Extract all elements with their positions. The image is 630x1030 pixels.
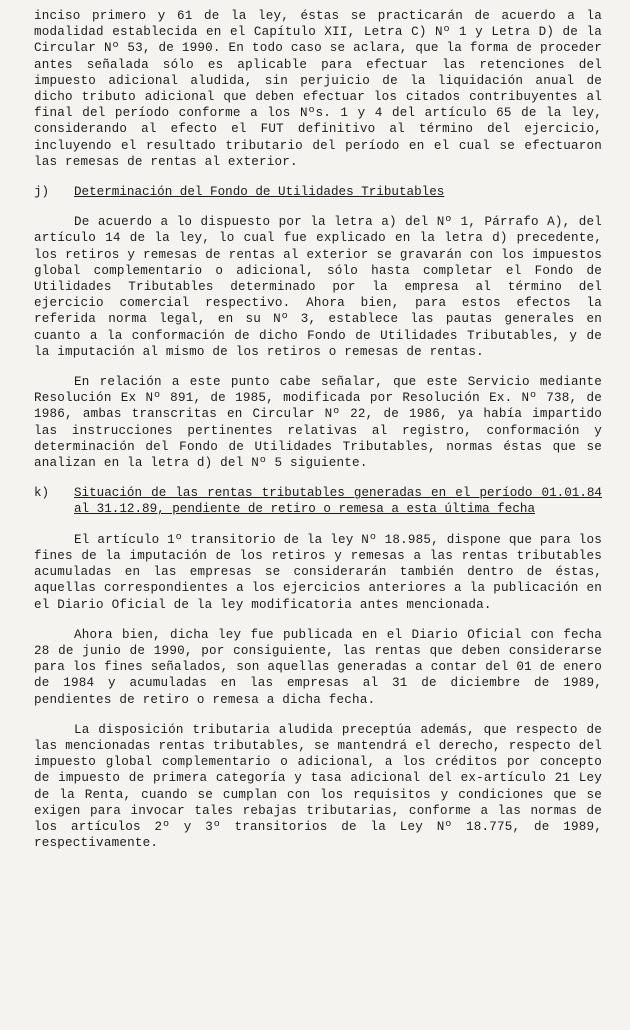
- paragraph-k-1: El artículo 1º transitorio de la ley Nº 18.985, dispone que para los fines de la imputación de los retiros y remesas a las rentas tributables acumuladas en las empresas se considerarán también dentro de éstas, aquellas correspondientes a los ejercicios anteriores a la publicación en el Diario Oficial de la ley modificatoria antes mencionada.: [34, 532, 602, 612]
- section-heading-k: [34, 485, 602, 517]
- paragraph-k-3: La disposición tributaria aludida preceptúa además, que respecto de las mencionadas rentas tributables, se mantendrá el derecho, respecto del impuesto global complementario o adicional, a los créditos por concepto de impuesto de primera categoría y tasa adicional del ex-artículo 21 Ley de la Renta, cuando se cumplan con los requisitos y condiciones que se exigen para invocar tales rebajas tributarias, conforme a las normas de los artículos 2º y 3º transitorios de la Ley Nº 18.775, de 1989, respectivamente.: [34, 722, 602, 851]
- section-label-j: j): [34, 185, 50, 200]
- section-title-j: Determinación del Fondo de Utilidades Tributables: [74, 185, 445, 200]
- paragraph-j-1: De acuerdo a lo dispuesto por la letra a) del Nº 1, Párrafo A), del artículo 14 de la ley, lo cual fue explicado en la letra d) precedente, los retiros y remesas de rentas al exterior se gravarán con los impuestos global complementario o adicional, sólo hasta completar el Fondo de Utilidades Tributables determinado por la empresa al término del ejercicio comercial respectivo. Ahora bien, para estos efectos la referida norma legal, en su Nº 3, establece las pautas generales en cuanto a la conformación de dicho Fondo de Utilidades Tributables, y de la imputación al mismo de los retiros o remesas de rentas.: [34, 215, 602, 359]
- paragraph-k-2: Ahora bien, dicha ley fue publicada en el Diario Oficial con fecha 28 de junio de 1990, por consiguiente, las rentas que deben considerarse para los fines señalados, son aquellas generadas a contar del 01 de enero de 1984 y acumuladas en las empresas al 31 de diciembre de 1989, pendientes de retiro o remesa a dicha fecha.: [34, 627, 602, 707]
- section-title-k: Situación de las rentas tributables generadas en el período 01.01.84 al 31.12.89, pendiente de retiro o remesa a esta última fecha: [74, 486, 602, 517]
- section-heading-j: [34, 184, 602, 200]
- paragraph-j-2: En relación a este punto cabe señalar, que este Servicio mediante Resolución Ex Nº 891, de 1985, modificada por Resolución Ex. Nº 738, de 1986, ambas transcritas en Circular Nº 22, de 1986, ya había impartido las instrucciones pertinentes relativas al registro, conformación y determinación del Fondo de Utilidades Tributables, normas éstas que se analizan en la letra d) del Nº 5 siguiente.: [34, 375, 602, 471]
- paragraph-intro: inciso primero y 61 de la ley, éstas se practicarán de acuerdo a la modalidad establecida en el Capítulo XII, Letra C) Nº 1 y Letra D) de la Circular Nº 53, de 1990. En todo caso se aclara, que la forma de proceder antes señalada sólo es aplicable para efectuar las retenciones del impuesto adicional aludida, sin perjuicio de la liquidación anual de dicho tributo adicional que deben efectuar los citados contribuyentes al final del período conforme a los Nºs. 1 y 4 del artículo 65 de la ley, considerando al efecto el FUT definitivo al término del ejercicio, incluyendo el resultado tributario del período en el cual se efectuaron las remesas de rentas al exterior.: [34, 9, 602, 169]
- section-label-k: k): [34, 486, 50, 501]
